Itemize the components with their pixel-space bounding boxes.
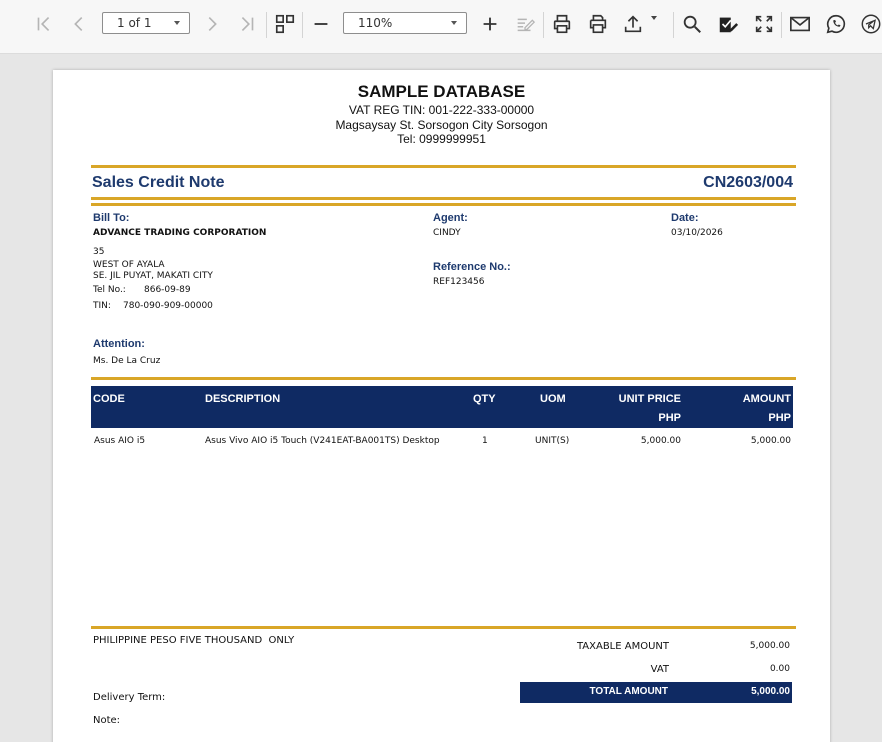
company-tel: Tel: 0999999951 [397, 132, 486, 146]
header-qty: QTY [473, 393, 496, 405]
bill-to-address-1: 35 [93, 247, 105, 257]
gold-rule [91, 165, 796, 168]
grid-icon [274, 13, 296, 35]
row-unit-price: 5,000.00 [640, 436, 681, 446]
print-button[interactable] [549, 11, 575, 37]
first-page-button[interactable] [31, 11, 57, 37]
plus-icon [479, 13, 501, 35]
document-page [53, 70, 830, 742]
last-page-icon [236, 13, 258, 35]
header-amount: AMOUNT [742, 393, 791, 405]
fullscreen-icon [753, 13, 775, 35]
bill-to-label: Bill To: [93, 212, 130, 224]
agent-label: Agent: [433, 212, 468, 224]
viewer-toolbar [0, 0, 882, 54]
header-unit-price: UNIT PRICE [618, 393, 681, 405]
row-description: Asus Vivo AIO i5 Touch (V241EAT-BA001TS) Desktop [205, 436, 440, 446]
header-amount-currency: PHP [768, 412, 791, 424]
toolbar-divider [302, 12, 303, 38]
zoom-in-button[interactable] [477, 11, 503, 37]
header-uom: UOM [540, 393, 566, 405]
items-table-header [91, 386, 793, 428]
header-code: CODE [93, 393, 125, 405]
document-title: Sales Credit Note [92, 174, 225, 191]
chevron-right-icon [201, 13, 223, 35]
page-select-value: 1 of 1 [117, 16, 152, 30]
bill-to-address-2: WEST OF AYALA [93, 260, 165, 270]
attention-label: Attention: [93, 338, 145, 350]
total-amount-value: 5,000.00 [751, 686, 790, 697]
amount-in-words: PHILIPPINE PESO FIVE THOUSAND ONLY [93, 635, 295, 646]
zoom-select-value: 110% [358, 16, 393, 30]
zoom-out-button[interactable] [308, 11, 334, 37]
edit-button[interactable] [512, 11, 538, 37]
chevron-down-icon [451, 21, 457, 25]
gold-rule [91, 377, 796, 380]
header-unit-price-currency: PHP [658, 412, 681, 424]
delivery-term-label: Delivery Term: [93, 692, 166, 703]
printer-icon [551, 13, 573, 35]
fullscreen-button[interactable] [751, 11, 777, 37]
sign-button[interactable] [715, 11, 741, 37]
first-page-icon [33, 13, 55, 35]
tel-label: Tel No.: [93, 285, 126, 295]
company-address: Magsaysay St. Sorsogon City Sorsogon [335, 118, 548, 132]
attention-value: Ms. De La Cruz [93, 356, 161, 366]
toolbar-divider [781, 12, 782, 38]
agent-value: CINDY [433, 228, 461, 238]
page-select[interactable] [102, 12, 190, 34]
vat-label: VAT [650, 664, 669, 675]
reference-value: REF123456 [433, 277, 485, 287]
telegram-icon [860, 13, 882, 35]
reference-label: Reference No.: [433, 261, 511, 273]
row-amount: 5,000.00 [750, 436, 791, 446]
export-button[interactable] [620, 11, 646, 37]
email-button[interactable] [787, 11, 813, 37]
toolbar-divider [543, 12, 544, 38]
tel-value: 866-09-89 [144, 285, 191, 295]
chevron-down-icon [651, 16, 657, 20]
row-uom: UNIT(S) [535, 436, 570, 446]
document-number: CN2603/004 [703, 174, 793, 191]
total-amount-bar [520, 682, 792, 703]
vat-value: 0.00 [769, 664, 790, 674]
taxable-amount-label: TAXABLE AMOUNT [576, 641, 669, 652]
last-page-button[interactable] [234, 11, 260, 37]
taxable-amount-value: 5,000.00 [749, 641, 790, 651]
row-code: Asus AIO i5 [94, 436, 146, 446]
chevron-down-icon [174, 21, 180, 25]
gold-rule [91, 626, 796, 629]
zoom-select[interactable] [343, 12, 467, 34]
bill-to-name: ADVANCE TRADING CORPORATION [93, 228, 267, 238]
search-button[interactable] [679, 11, 705, 37]
thumbnails-button[interactable] [272, 11, 298, 37]
upload-icon [622, 13, 644, 35]
company-vat: VAT REG TIN: 001-222-333-00000 [348, 103, 535, 117]
search-icon [681, 13, 703, 35]
toolbar-divider [266, 12, 267, 38]
mail-icon [789, 13, 811, 35]
print-page-icon [587, 13, 609, 35]
date-label: Date: [671, 212, 699, 224]
telegram-button[interactable] [858, 11, 882, 37]
edit-icon [514, 13, 536, 35]
gold-rule [91, 197, 796, 200]
previous-page-button[interactable] [66, 11, 92, 37]
total-amount-label: TOTAL AMOUNT [589, 686, 668, 697]
print-page-button[interactable] [585, 11, 611, 37]
row-qty: 1 [482, 436, 488, 446]
note-label: Note: [93, 715, 121, 726]
gold-rule [91, 203, 796, 206]
export-menu-button[interactable] [646, 11, 662, 37]
toolbar-divider [673, 12, 674, 38]
header-description: DESCRIPTION [205, 393, 281, 405]
tin-label: TIN: [93, 301, 111, 311]
bill-to-address-3: SE. JIL PUYAT, MAKATI CITY [93, 271, 213, 281]
date-value: 03/10/2026 [671, 228, 723, 238]
chevron-left-icon [68, 13, 90, 35]
minus-icon [310, 13, 332, 35]
signature-icon [717, 13, 739, 35]
whatsapp-button[interactable] [823, 11, 849, 37]
tin-value: 780-090-909-00000 [123, 301, 213, 311]
company-name: SAMPLE DATABASE [357, 82, 526, 101]
next-page-button[interactable] [199, 11, 225, 37]
whatsapp-icon [825, 13, 847, 35]
